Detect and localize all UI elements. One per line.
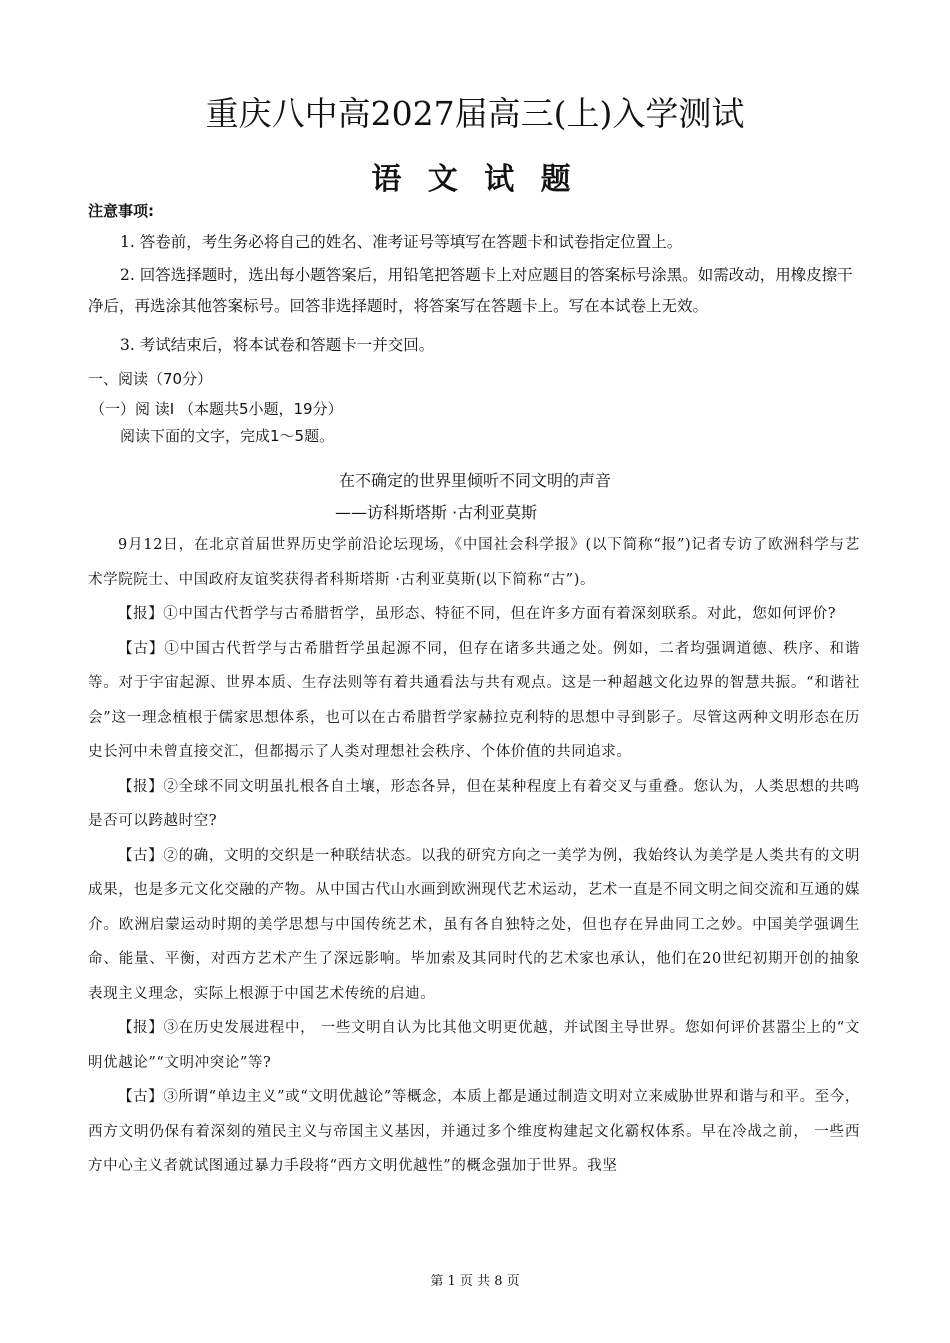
page-number: 第 1 页 共 8 页	[430, 1274, 520, 1289]
paragraph: 【报】②全球不同文明虽扎根各自土壤，形态各异，但在某种程度上有着交叉与重叠。您认为，人类思想的共鸣是否可以跨越时空?	[88, 778, 860, 829]
paragraph: 【报】③在历史发展进程中， 一些文明自认为比其他文明更优越，并试图主导世界。您如何评价甚嚣尘上的“文明优越论”“文明冲突论”等?	[88, 1020, 860, 1071]
paragraph: 【报】①中国古代哲学与古希腊哲学，虽形态、特征不同，但在许多方面有着深刻联系。对此，您如何评价?	[118, 606, 837, 622]
subject-title: 语 文 试 题	[371, 162, 579, 197]
exam-title: 重庆八中高2027届高三(上)入学测试	[205, 94, 745, 133]
subsection-heading: （一）阅 读I （本题共5小题，19分）	[90, 400, 343, 418]
article-subtitle: ——访科斯塔斯 ·古利亚莫斯	[335, 503, 538, 522]
paragraph: 【古】②的确，文明的交织是一种联结状态。以我的研究方向之一美学为例，我始终认为美学是人类共有的文明成果，也是多元文化交融的产物。从中国古代山水画到欧洲现代艺术运动，艺术一直是不同文明之间交流和互通的媒介。欧洲启蒙运动时期的美学思想与中国传统艺术，虽有各自独特之处，但也存在异曲同工之妙。中国美学强调生命、能量、平衡，对西方艺术产生了深远影响。毕加索及其同时代的艺术家也承认，他们在20世纪初期开创的抽象表现主义理念，实际上根源于中国艺术传统的启迪。	[88, 847, 860, 1002]
notice-item-1: 1. 答卷前，考生务必将自己的姓名、准考证号等填写在答题卡和试卷指定位置上。	[120, 233, 683, 251]
article-body	[88, 528, 860, 1184]
paragraph: 【古】①中国古代哲学与古希腊哲学虽起源不同，但存在诸多共通之处。例如，二者均强调道德、秩序、和谐等。对于宇宙起源、世界本质、生存法则等有着共通看法与共有观点。这是一种超越文化边界的智慧共振。“和谐社会”这一理念植根于儒家思想体系，也可以在古希腊哲学家赫拉克利特的思想中寻到影子。尽管这两种文明形态在历史长河中未曾直接交汇，但都揭示了人类对理想社会秩序、个体价值的共同追求。	[88, 640, 860, 760]
paragraph: 9月12日，在北京首届世界历史学前沿论坛现场，《中国社会科学报》(以下简称“报”)记者专访了欧洲科学与艺术学院院士、中国政府友谊奖获得者科斯塔斯 ·古利亚莫斯(以下简称“古”)。	[88, 537, 860, 588]
section-heading: 一、阅读（70分）	[88, 370, 213, 388]
article-title: 在不确定的世界里倾听不同文明的声音	[338, 471, 611, 490]
notice-heading: 注意事项:	[88, 202, 154, 220]
reading-instruction: 阅读下面的文字，完成1～5题。	[120, 427, 335, 445]
paragraph: 【古】③所谓“单边主义”或“文明优越论”等概念，本质上都是通过制造文明对立来威胁世界和谐与和平。至今，西方文明仍保有着深刻的殖民主义与帝国主义基因，并通过多个维度构建起文化霸权体系。早在冷战之前， 一些西方中心主义者就试图通过暴力手段将“西方文明优越性”的概念强加于世界。我坚	[88, 1089, 860, 1174]
notice-item-3: 3. 考试结束后，将本试卷和答题卡一并交回。	[120, 336, 435, 354]
notice-item-2: 2. 回答选择题时，选出每小题答案后，用铅笔把答题卡上对应题目的答案标号涂黑。如需改动，用橡皮擦干净后，再选涂其他答案标号。回答非选择题时，将答案写在答题卡上。写在本试卷上无效。	[88, 266, 853, 315]
